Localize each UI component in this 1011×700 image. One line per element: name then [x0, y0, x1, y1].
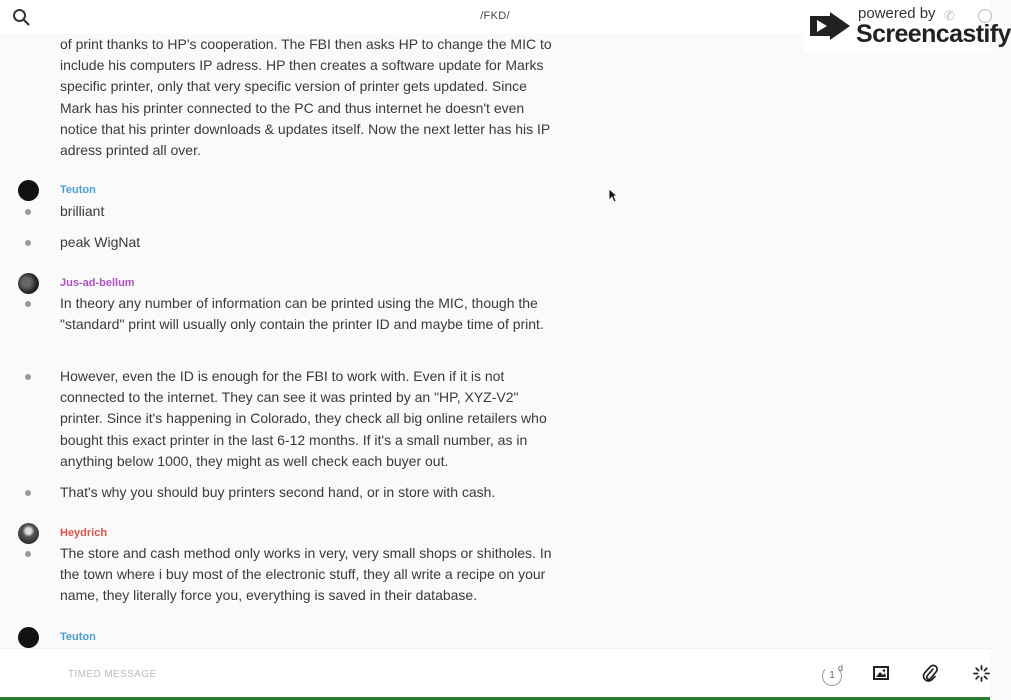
message-bullet: [25, 374, 31, 380]
phone-icon[interactable]: ✆: [944, 8, 955, 23]
image-icon[interactable]: [873, 665, 889, 681]
avatar[interactable]: [18, 627, 39, 648]
mouse-cursor-icon: [608, 188, 618, 203]
watermark-powered-text: powered by: [858, 5, 936, 22]
timer-value: 1: [829, 670, 835, 681]
message-text: However, even the ID is enough for the FBI to work with. Even if it is not connected to the internet. They can see it was printed by an "HP, XYZ-V2" printer. Since it's happening in Colorado, they check all big online retailers who bought this exact printer in the last 6-12 months. If it's a small number, as in anything below 1000, they might as well check each buyer out.: [60, 368, 547, 469]
message-text: The store and cash method only works in very, very small shops or shitholes. In the town where i buy most of the electronic stuff, they all write a recipe on your name, they literally force you, everything is saved in their database.: [60, 545, 552, 604]
avatar[interactable]: [18, 273, 39, 294]
info-icon[interactable]: [978, 9, 992, 23]
message-bullet: [25, 551, 31, 557]
message-bullet: [25, 490, 31, 496]
avatar[interactable]: [18, 523, 39, 544]
message-text: of print thanks to HP's cooperation. The FBI then asks HP to change the MIC to include his computers IP adress. HP then creates a software update for Marks specific printer, only that very specific version of printer gets updated. Since Mark has his printer connected to the PC and thus internet he doesn't even notice that his printer downloads & updates itself. Now the next letter has his IP adress printed all over.: [60, 36, 552, 159]
message-feed: [0, 34, 990, 648]
attachment-icon[interactable]: [922, 665, 938, 683]
message-text: brilliant: [60, 203, 105, 219]
timer-unit: d: [838, 663, 844, 673]
message-bullet: [25, 240, 31, 246]
channel-title: /FKD/: [480, 10, 510, 22]
message-author[interactable]: Teuton: [60, 184, 96, 196]
message-author[interactable]: Heydrich: [60, 527, 108, 539]
message-author[interactable]: Jus-ad-bellum: [60, 277, 135, 289]
loading-icon[interactable]: [973, 665, 990, 682]
avatar[interactable]: [18, 180, 39, 201]
timed-message-input[interactable]: TIMED MESSAGE: [68, 669, 157, 680]
message-author[interactable]: Teuton: [60, 631, 96, 643]
watermark-brand-text: Screencastify: [856, 20, 1011, 48]
message-text: peak WigNat: [60, 234, 141, 250]
message-bullet: [25, 209, 31, 215]
composer-bar: [0, 648, 990, 700]
message-bullet: [25, 301, 31, 307]
message-text: In theory any number of information can be printed using the MIC, though the "standard" print will usually only contain the printer ID and maybe time of print.: [60, 295, 544, 333]
message-text: That's why you should buy printers second hand, or in store with cash.: [60, 484, 496, 500]
